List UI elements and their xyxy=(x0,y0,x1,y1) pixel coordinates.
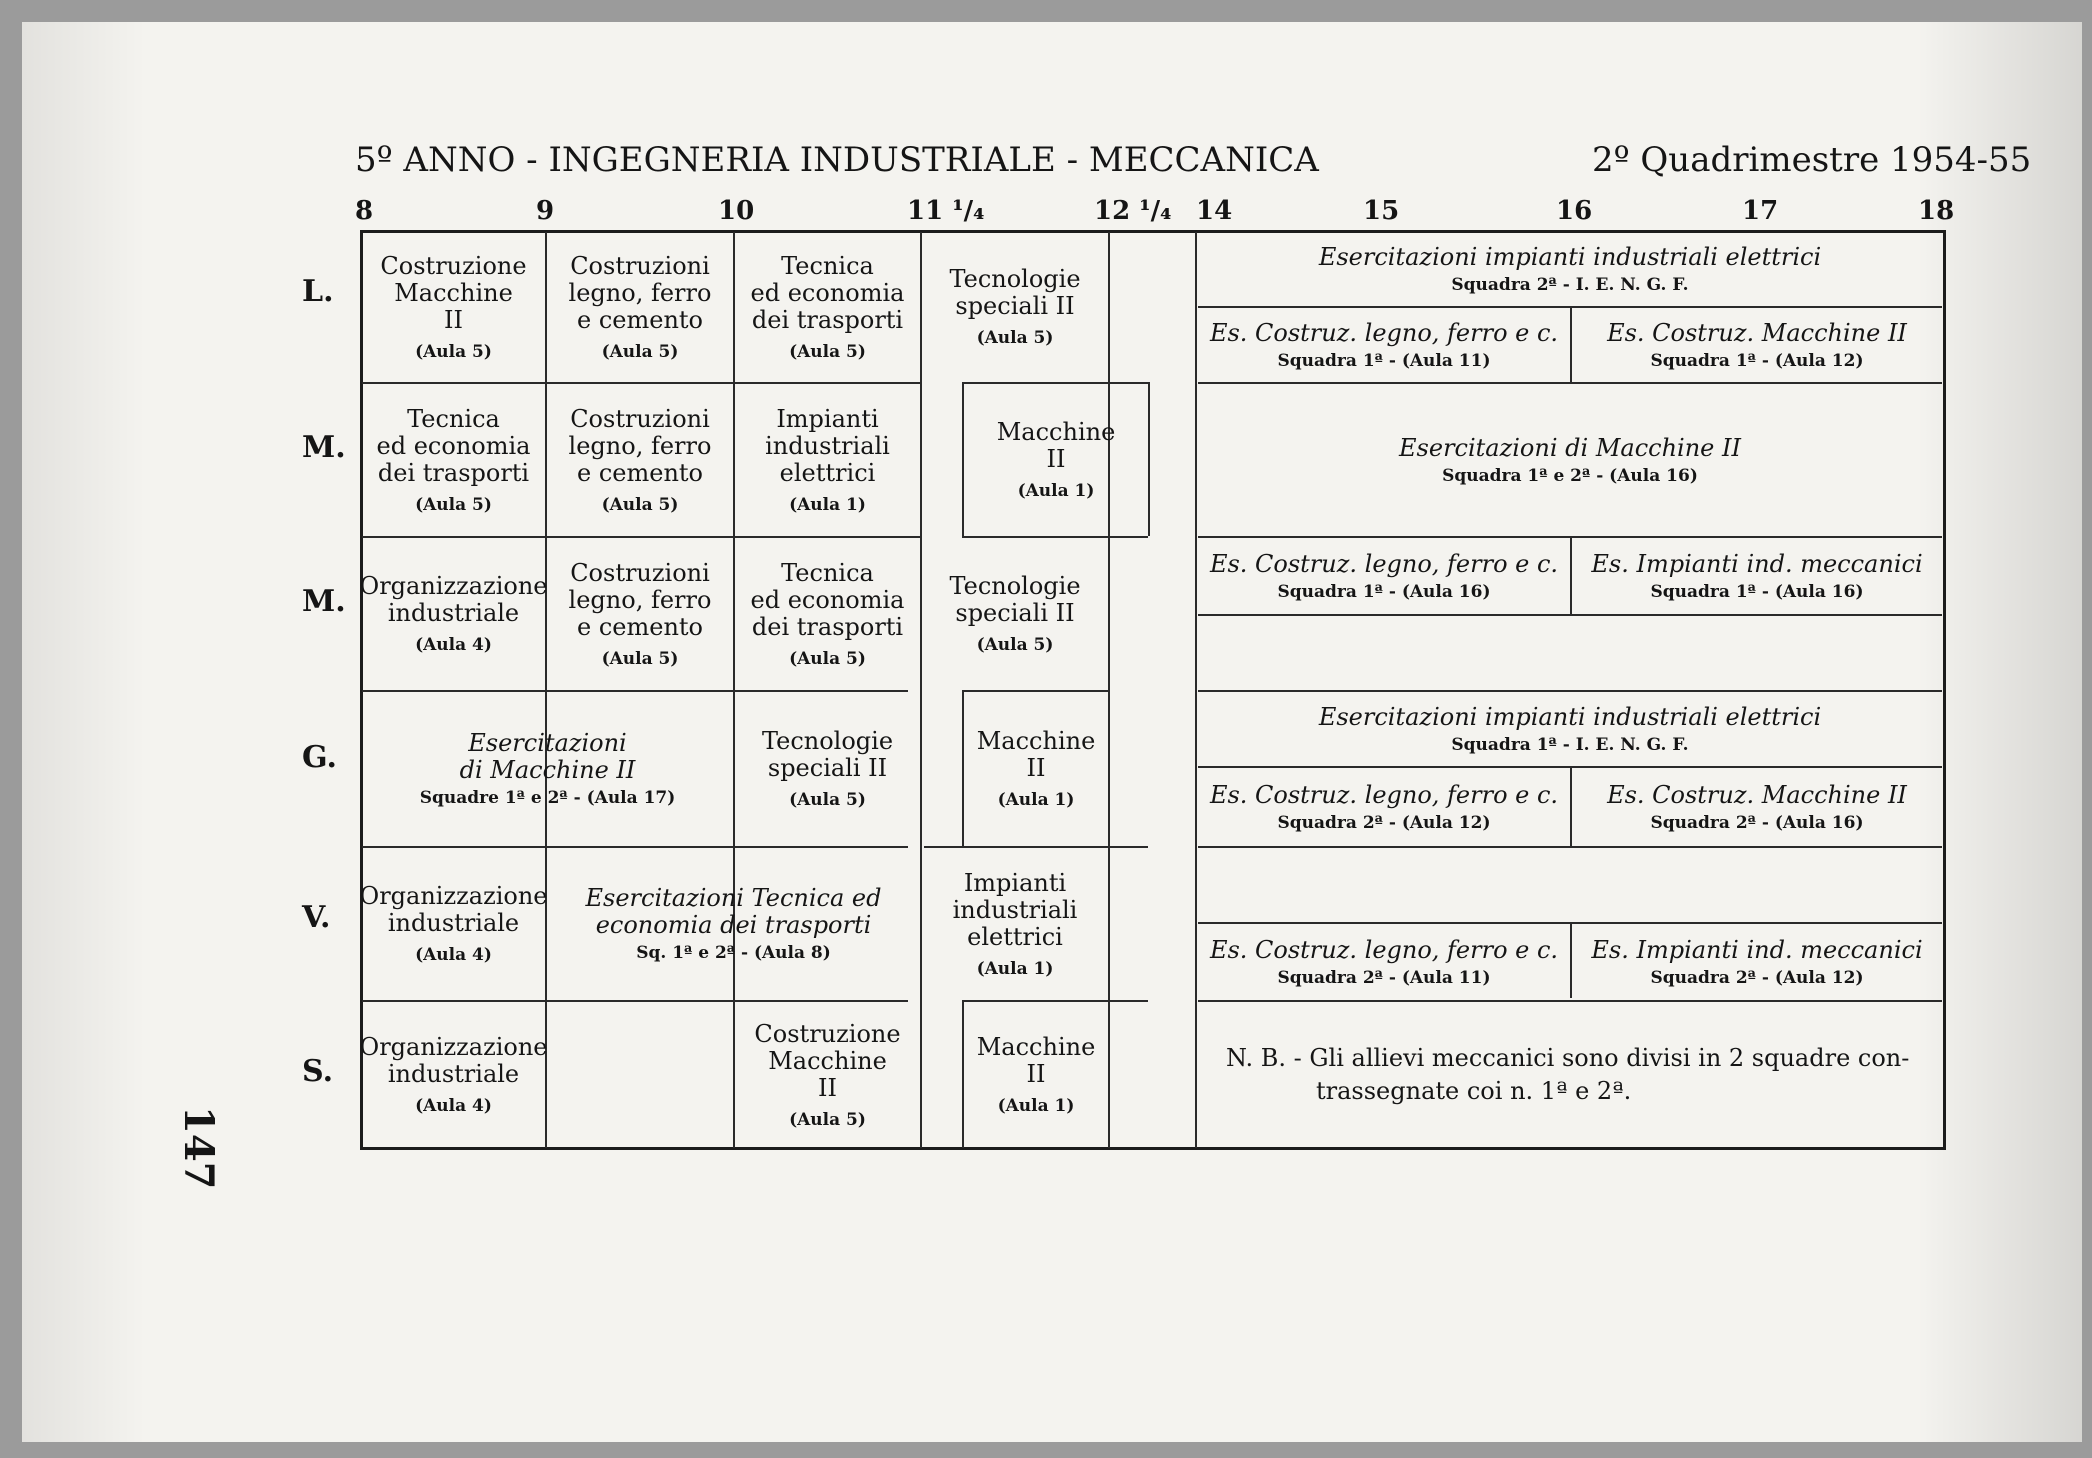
room-label: (Aula 4) xyxy=(415,1096,492,1116)
hour-label: 11 ¹/₄ xyxy=(907,196,985,226)
class-cell: Esercitazioni Tecnica ed economia dei trasporti Sq. 1ª e 2ª - (Aula 8) xyxy=(585,884,882,963)
room-label: (Aula 1) xyxy=(997,790,1075,810)
hour-label: 8 xyxy=(355,196,374,226)
room-label: Sq. 1ª e 2ª - (Aula 8) xyxy=(636,943,831,963)
day-label: V. xyxy=(302,900,331,935)
class-cell: Organizzazione industriale (Aula 4) xyxy=(359,572,548,655)
exercise-cell: Es. Costruz. legno, ferro e c. Squadra 1ª - (Aula 11) xyxy=(1209,319,1559,371)
room-label: (Aula 5) xyxy=(976,635,1054,655)
hour-label: 16 xyxy=(1556,196,1593,226)
room-label: Squadre 1ª e 2ª - (Aula 17) xyxy=(419,788,676,808)
room-label: (Aula 1) xyxy=(976,958,1054,979)
note-text: trassegnate coi n. 1ª e 2ª. xyxy=(1316,1077,1632,1105)
class-cell: Macchine II (Aula 1) xyxy=(976,727,1096,810)
class-cell: Tecnologie speciali II (Aula 5) xyxy=(761,727,894,810)
day-label: M. xyxy=(302,430,346,465)
term-label: 2º Quadrimestre 1954-55 xyxy=(1592,140,2032,180)
grid-line xyxy=(1198,614,1942,616)
exercise-cell: Es. Costruz. legno, ferro e c. Squadra 2ª - (Aula 12) xyxy=(1209,781,1559,833)
exercise-cell: Esercitazioni impianti industriali elettrici Squadra 2ª - I. E. N. G. F. xyxy=(1318,243,1822,295)
room-label: (Aula 5) xyxy=(976,328,1054,348)
class-cell: Impianti industriali elettrici (Aula 1) xyxy=(765,404,890,515)
class-cell: Organizzazione industriale (Aula 4) xyxy=(359,882,548,965)
grid-line xyxy=(1198,846,1942,848)
class-cell: Macchine II (Aula 1) xyxy=(976,1033,1096,1116)
room-label: (Aula 5) xyxy=(415,341,492,362)
class-cell: Organizzazione industriale (Aula 4) xyxy=(359,1033,548,1116)
class-cell: Costruzioni legno, ferro e cemento (Aula 5) xyxy=(568,404,712,515)
grid-line xyxy=(1108,232,1110,1148)
hour-label: 17 xyxy=(1742,196,1779,226)
grid-line xyxy=(1148,382,1150,536)
exercise-cell: Es. Impianti ind. meccanici Squadra 2ª - (Aula 12) xyxy=(1591,936,1923,988)
grid-line xyxy=(1195,232,1197,1148)
room-label: (Aula 5) xyxy=(415,494,492,515)
room-label: (Aula 4) xyxy=(415,945,492,965)
room-label: (Aula 1) xyxy=(997,1096,1075,1116)
grid-line xyxy=(1198,1000,1942,1002)
class-cell: Tecnica ed economia dei trasporti (Aula 5) xyxy=(750,558,905,669)
hour-label: 15 xyxy=(1363,196,1400,226)
hour-label: 9 xyxy=(536,196,555,226)
room-label: (Aula 4) xyxy=(415,635,492,655)
class-cell: Tecnica ed economia dei trasporti (Aula 5) xyxy=(376,404,531,515)
room-label: (Aula 5) xyxy=(601,494,679,515)
class-cell: Macchine II (Aula 1) xyxy=(996,418,1116,501)
class-cell: Costruzioni legno, ferro e cemento (Aula 5) xyxy=(568,558,712,669)
room-label: (Aula 5) xyxy=(789,1109,866,1130)
class-cell: Tecnica ed economia dei trasporti (Aula 5) xyxy=(750,251,905,362)
class-cell: Costruzione Macchine II (Aula 5) xyxy=(380,251,527,362)
room-label: (Aula 5) xyxy=(789,341,866,362)
exercise-cell: Es. Impianti ind. meccanici Squadra 1ª - (Aula 16) xyxy=(1591,550,1923,602)
day-label: M. xyxy=(302,584,346,619)
class-cell: Tecnologie speciali II (Aula 5) xyxy=(949,572,1081,655)
hour-label: 14 xyxy=(1196,196,1233,226)
hour-label: 12 ¹/₄ xyxy=(1094,196,1172,226)
note-text: N. B. - Gli allievi meccanici sono divisi in 2 squadre con- xyxy=(1226,1044,1910,1072)
document-title: 5º ANNO - INGEGNERIA INDUSTRIALE - MECCANICA xyxy=(355,140,1319,180)
room-label: (Aula 5) xyxy=(789,790,866,810)
room-label: (Aula 5) xyxy=(601,648,679,669)
class-cell: Esercitazioni di Macchine II Squadre 1ª e 2ª - (Aula 17) xyxy=(419,729,676,808)
day-label: G. xyxy=(302,740,337,775)
hour-label: 10 xyxy=(718,196,755,226)
exercise-cell: Es. Costruz. legno, ferro e c. Squadra 1ª - (Aula 16) xyxy=(1209,550,1559,602)
class-cell: Tecnologie speciali II (Aula 5) xyxy=(949,265,1081,348)
day-label: S. xyxy=(302,1054,334,1089)
room-label: (Aula 1) xyxy=(789,494,866,515)
day-label: L. xyxy=(302,274,334,309)
exercise-cell: Es. Costruz. legno, ferro e c. Squadra 2ª - (Aula 11) xyxy=(1209,936,1559,988)
room-label: (Aula 5) xyxy=(601,341,679,362)
room-label: (Aula 5) xyxy=(789,648,866,669)
page-number: 147 xyxy=(175,1106,222,1190)
exercise-cell: Es. Costruz. Macchine II Squadra 2ª - (Aula 16) xyxy=(1607,781,1907,833)
exercise-cell: Es. Costruz. Macchine II Squadra 1ª - (Aula 12) xyxy=(1607,319,1907,371)
hour-label: 18 xyxy=(1918,196,1955,226)
room-label: (Aula 1) xyxy=(1017,481,1095,501)
class-cell: Costruzione Macchine II (Aula 5) xyxy=(754,1019,901,1130)
exercise-cell: Esercitazioni di Macchine II Squadra 1ª e 2ª - (Aula 16) xyxy=(1399,434,1741,486)
class-cell: Costruzioni legno, ferro e cemento (Aula 5) xyxy=(568,251,712,362)
class-cell: Impianti industriali elettrici (Aula 1) xyxy=(952,868,1078,979)
exercise-cell: Esercitazioni impianti industriali elettrici Squadra 1ª - I. E. N. G. F. xyxy=(1318,703,1822,755)
